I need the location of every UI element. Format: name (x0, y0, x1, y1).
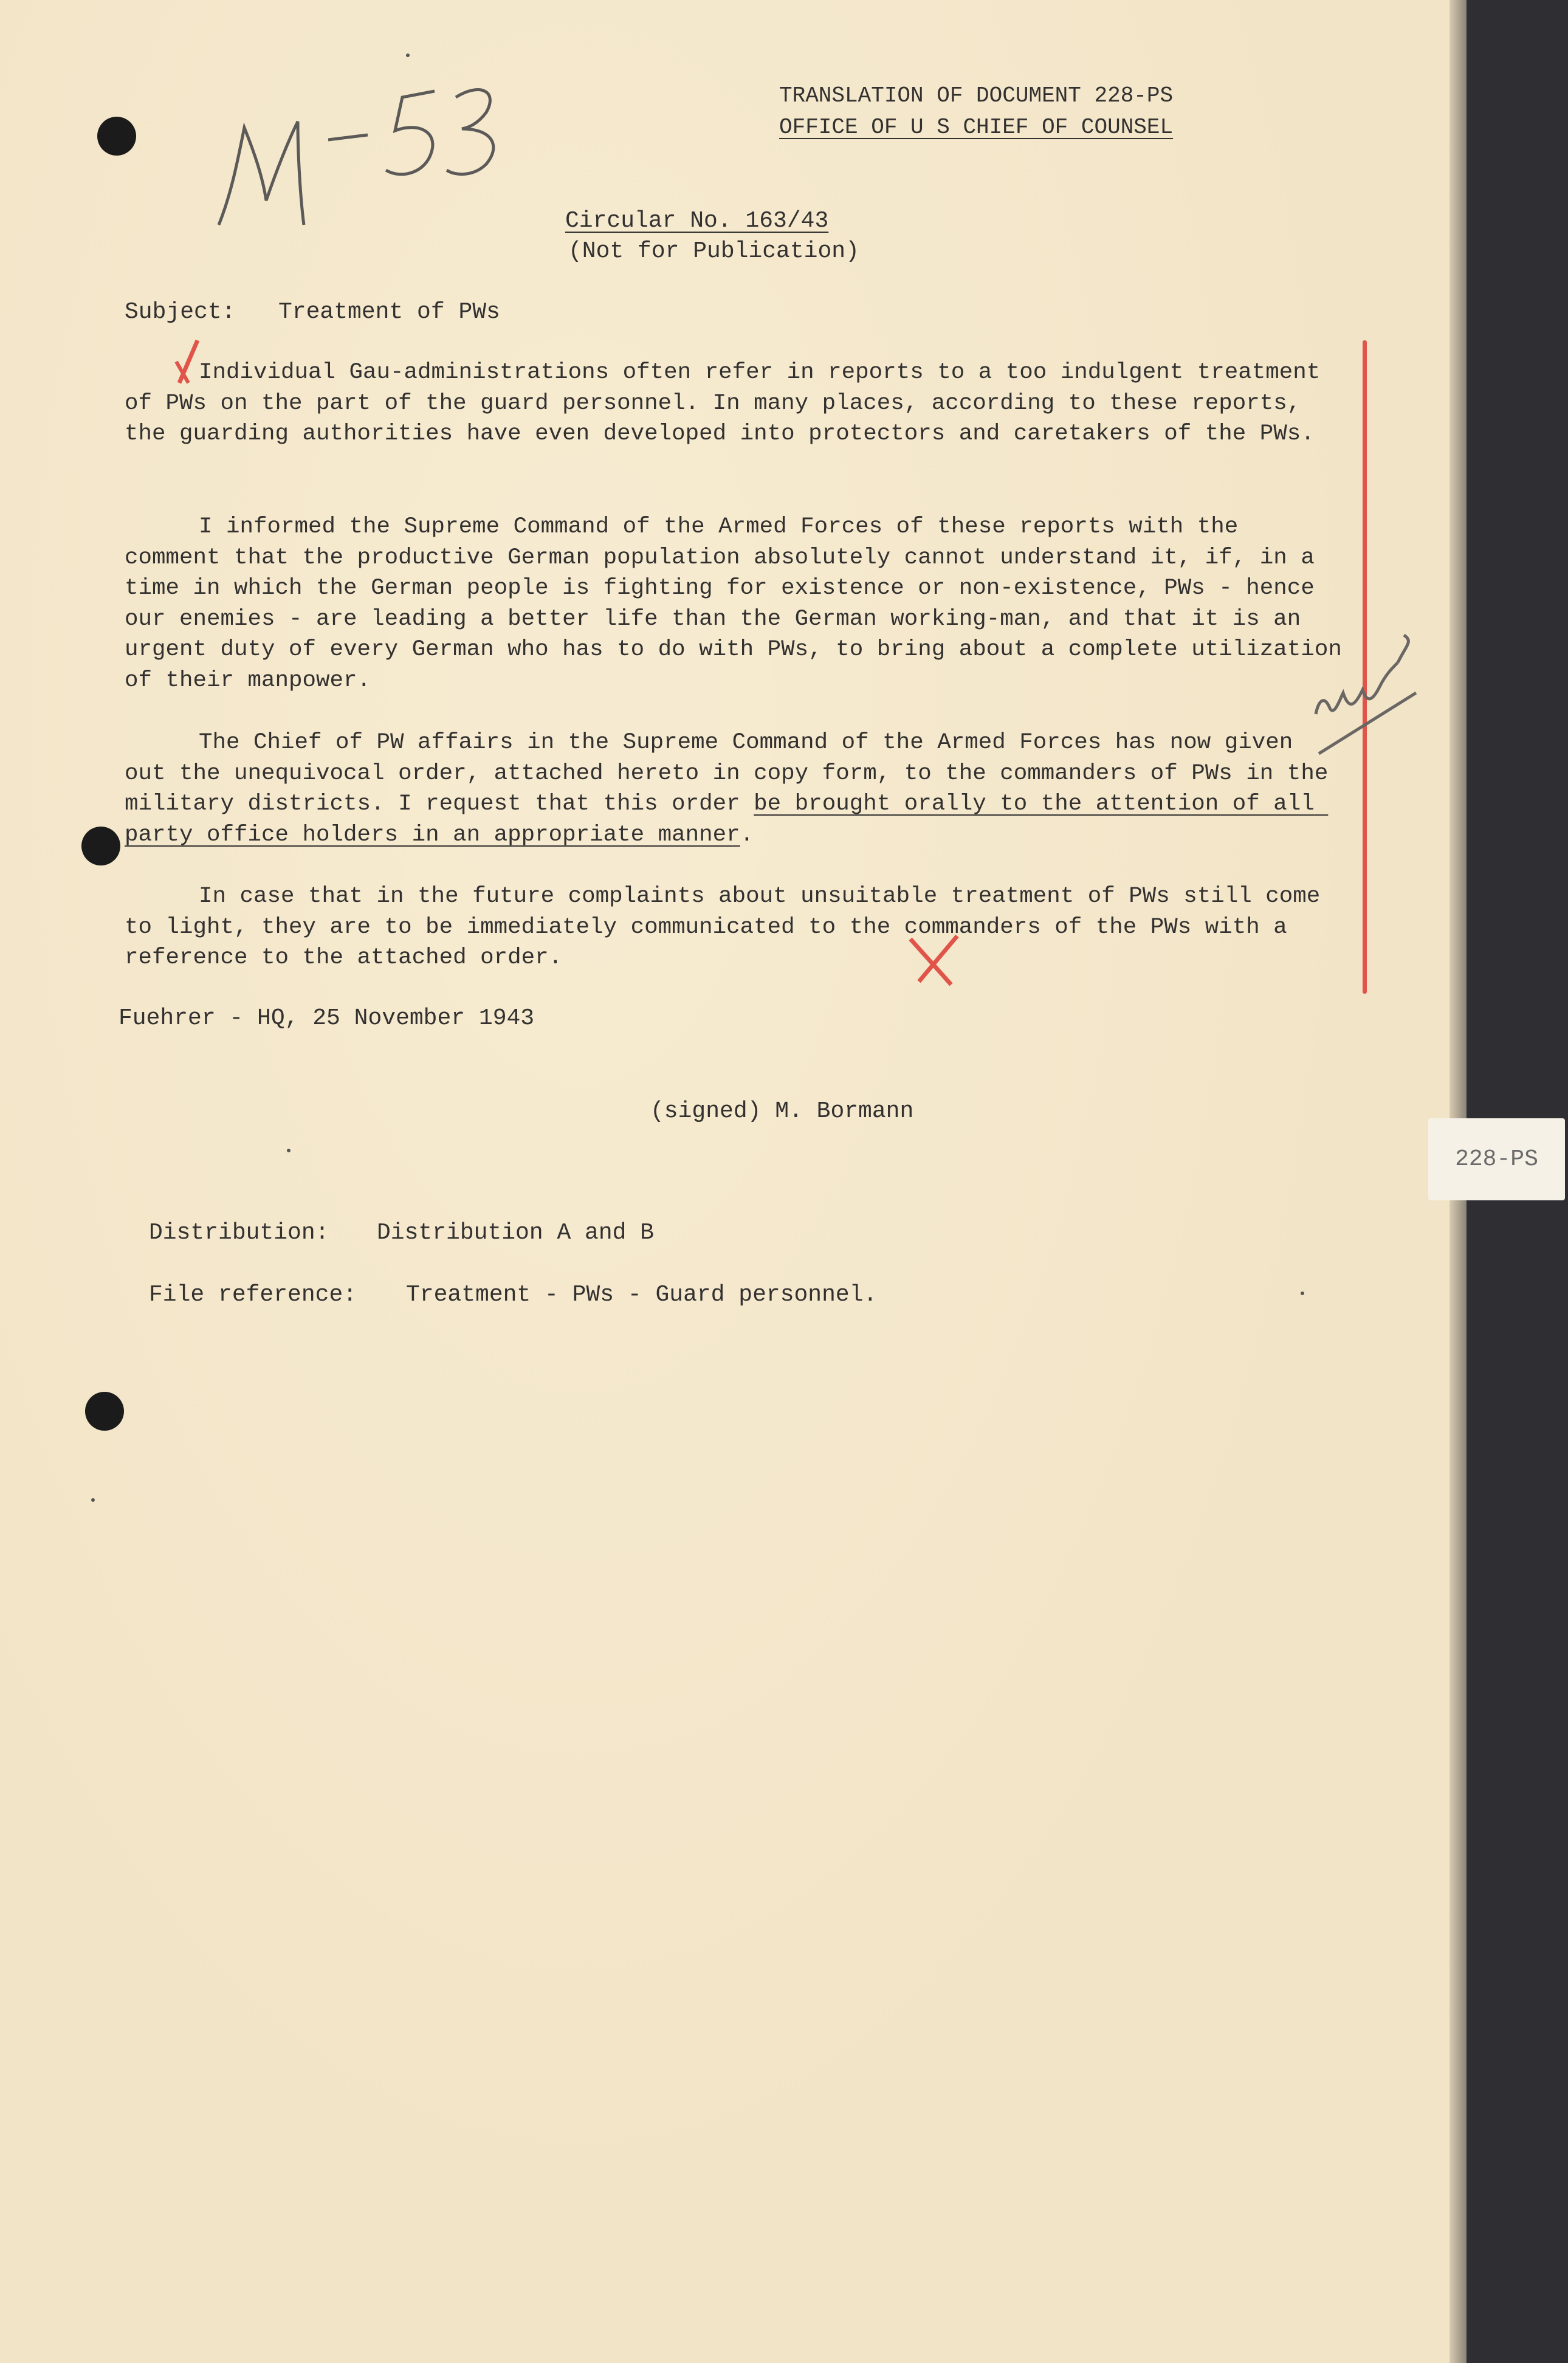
paragraph-1: Individual Gau-administrations often refer in reports to a too indulgent treatment of PWs on the part of the guard personnel. In many places, according to these reports, the guarding authorities have even developed into protectors and caretakers of the PWs. (125, 360, 1334, 447)
circular-note: (Not for Publication) (568, 238, 859, 264)
paper-speck (1301, 1292, 1304, 1295)
paragraph-3-underlined: be brought orally to the attention of all party office holders in an appropriate manner (125, 791, 1329, 848)
punch-hole-bottom (85, 1392, 124, 1431)
distribution-text: Distribution A and B (377, 1220, 655, 1246)
document-tab-label: 228-PS (1428, 1118, 1565, 1200)
file-reference-text: Treatment - PWs - Guard personnel. (406, 1282, 878, 1308)
punch-hole-top (97, 117, 136, 156)
header-office-line: OFFICE OF U S CHIEF OF COUNSEL (779, 115, 1174, 140)
file-reference-label: File reference: (149, 1282, 357, 1308)
paragraph-2: I informed the Supreme Command of the Armed Forces of these reports with the comment that the productive German population absolutely cannot understand it, if, in a time in which the German people is fighting for existence or non-existence, PWs - hence our enemies - are leading a better life than the German working-man, and that it is an urgent duty of every German who has to do with PWs, to bring about a complete utilization of their manpower. (125, 514, 1356, 693)
punch-hole-middle (81, 827, 120, 865)
paper-speck (287, 1149, 291, 1152)
paragraph-3-end: . (740, 822, 754, 848)
circular-number: Circular No. 163/43 (565, 208, 829, 234)
paragraph-3-text: The Chief of PW affairs in the Supreme Command of the Armed Forces has now given out the unequivocal order, attached hereto in copy form, to the commanders of PWs in the military districts. I request that this order (125, 730, 1342, 817)
paper-speck (91, 1498, 95, 1502)
subject-text: Treatment of PWs (278, 299, 500, 325)
signature: (signed) M. Bormann (650, 1098, 914, 1124)
red-pencil-cross-mark (170, 337, 207, 386)
dateline: Fuehrer - HQ, 25 November 1943 (119, 1005, 535, 1031)
distribution-label: Distribution: (149, 1220, 329, 1246)
paragraph-4: In case that in the future complaints about unsuitable treatment of PWs still come to light, they are to be immediately communicated to the commanders of the PWs with a reference to the attached order. (125, 884, 1334, 971)
paragraph-3 (125, 727, 1346, 850)
pencil-initials-mark (1307, 632, 1422, 766)
handwritten-m53-mark (207, 73, 523, 231)
subject-label: Subject: (125, 299, 236, 325)
paper-speck (406, 53, 410, 57)
header-translation-line: TRANSLATION OF DOCUMENT 228-PS (779, 83, 1174, 108)
red-pencil-x-mark (906, 933, 960, 988)
